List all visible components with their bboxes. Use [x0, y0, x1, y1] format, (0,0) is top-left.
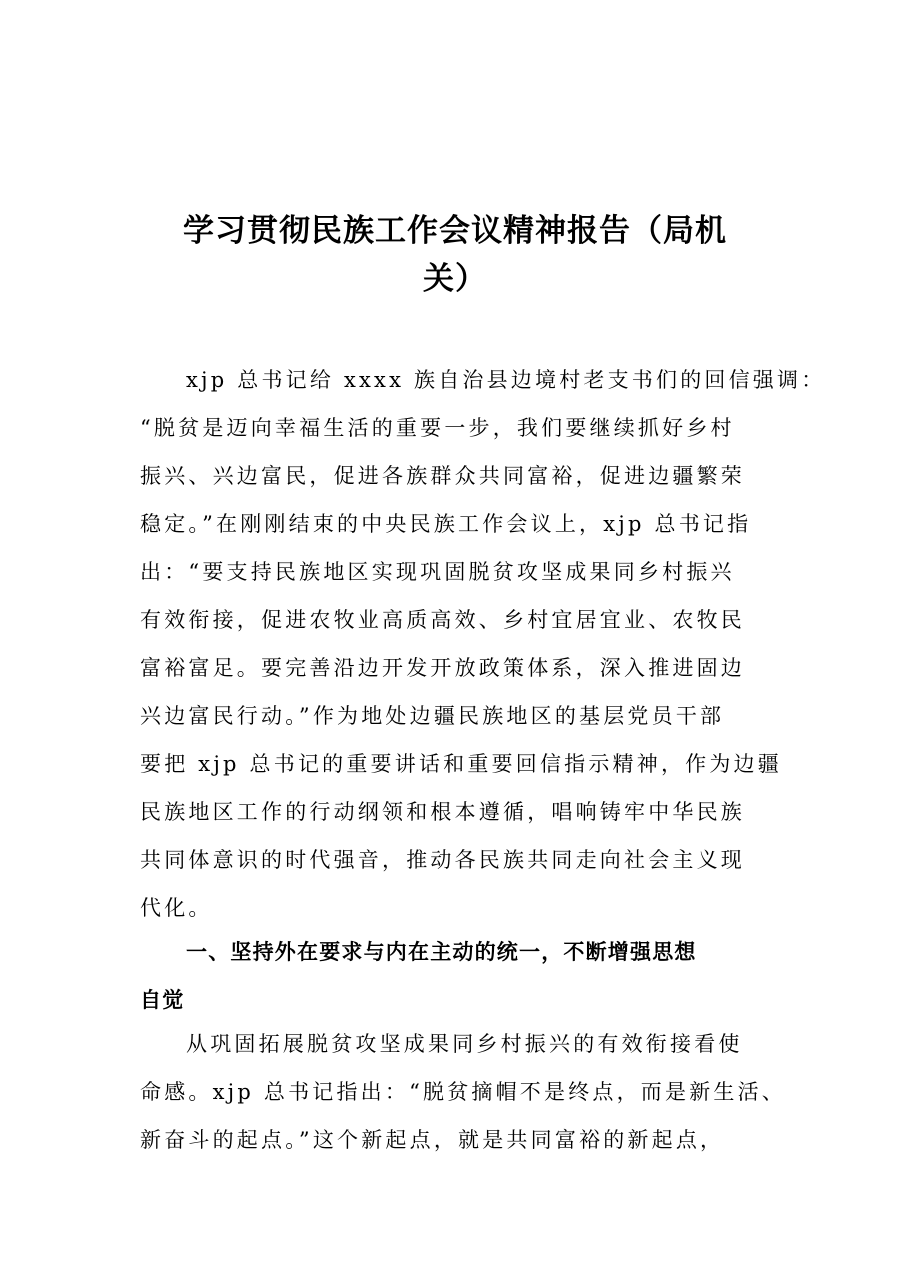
paragraph-line: 新奋斗的起点。”这个新起点，就是共同富裕的新起点， [140, 1128, 725, 1152]
paragraph-line: 有效衔接，促进农牧业高质高效、乡村宜居宜业、农牧民 [140, 608, 745, 632]
paragraph-line: 命感。xjp 总书记指出：“脱贫摘帽不是终点，而是新生活、 [140, 1080, 787, 1104]
paragraph-section-1 [140, 1020, 787, 1164]
paragraph-line: 从巩固拓展脱贫攻坚成果同乡村振兴的有效衔接看使 [186, 1032, 743, 1056]
heading-line: 自觉 [140, 988, 185, 1012]
paragraph-line: 稳定。”在刚刚结束的中央民族工作会议上，xjp 总书记指 [140, 512, 752, 536]
title-line: 关） [423, 261, 487, 297]
paragraph-line: 代化。 [140, 896, 213, 920]
paragraph-line: xjp 总书记给 xxxx 族自治县边境村老支书们的回信强调： [186, 368, 826, 392]
section-heading-1 [140, 928, 780, 1024]
paragraph-line: 民族地区工作的行动纲领和根本遵循，唱响铸牢中华民族 [140, 800, 745, 824]
paragraph-line: “脱贫是迈向幸福生活的重要一步，我们要继续抓好乡村 [140, 416, 735, 440]
paragraph-line: 振兴、兴边富民，促进各族群众共同富裕，促进边疆繁荣 [140, 464, 745, 488]
paragraph-line: 兴边富民行动。”作为地处边疆民族地区的基层党员干部 [140, 704, 725, 728]
heading-line: 一、坚持外在要求与内在主动的统一，不断增强思想 [186, 940, 697, 964]
paragraph-line: 共同体意识的时代强音，推动各民族共同走向社会主义现 [140, 848, 745, 872]
paragraph-intro [140, 356, 826, 932]
document-title [140, 207, 770, 303]
paragraph-line: 富裕富足。要完善沿边开发开放政策体系，深入推进固边 [140, 656, 745, 680]
paragraph-line: 要把 xjp 总书记的重要讲话和重要回信指示精神，作为边疆 [140, 752, 782, 776]
title-line: 学习贯彻民族工作会议精神报告（局机 [183, 213, 727, 249]
paragraph-line: 出：“要支持民族地区实现巩固脱贫攻坚成果同乡村振兴 [140, 560, 735, 584]
